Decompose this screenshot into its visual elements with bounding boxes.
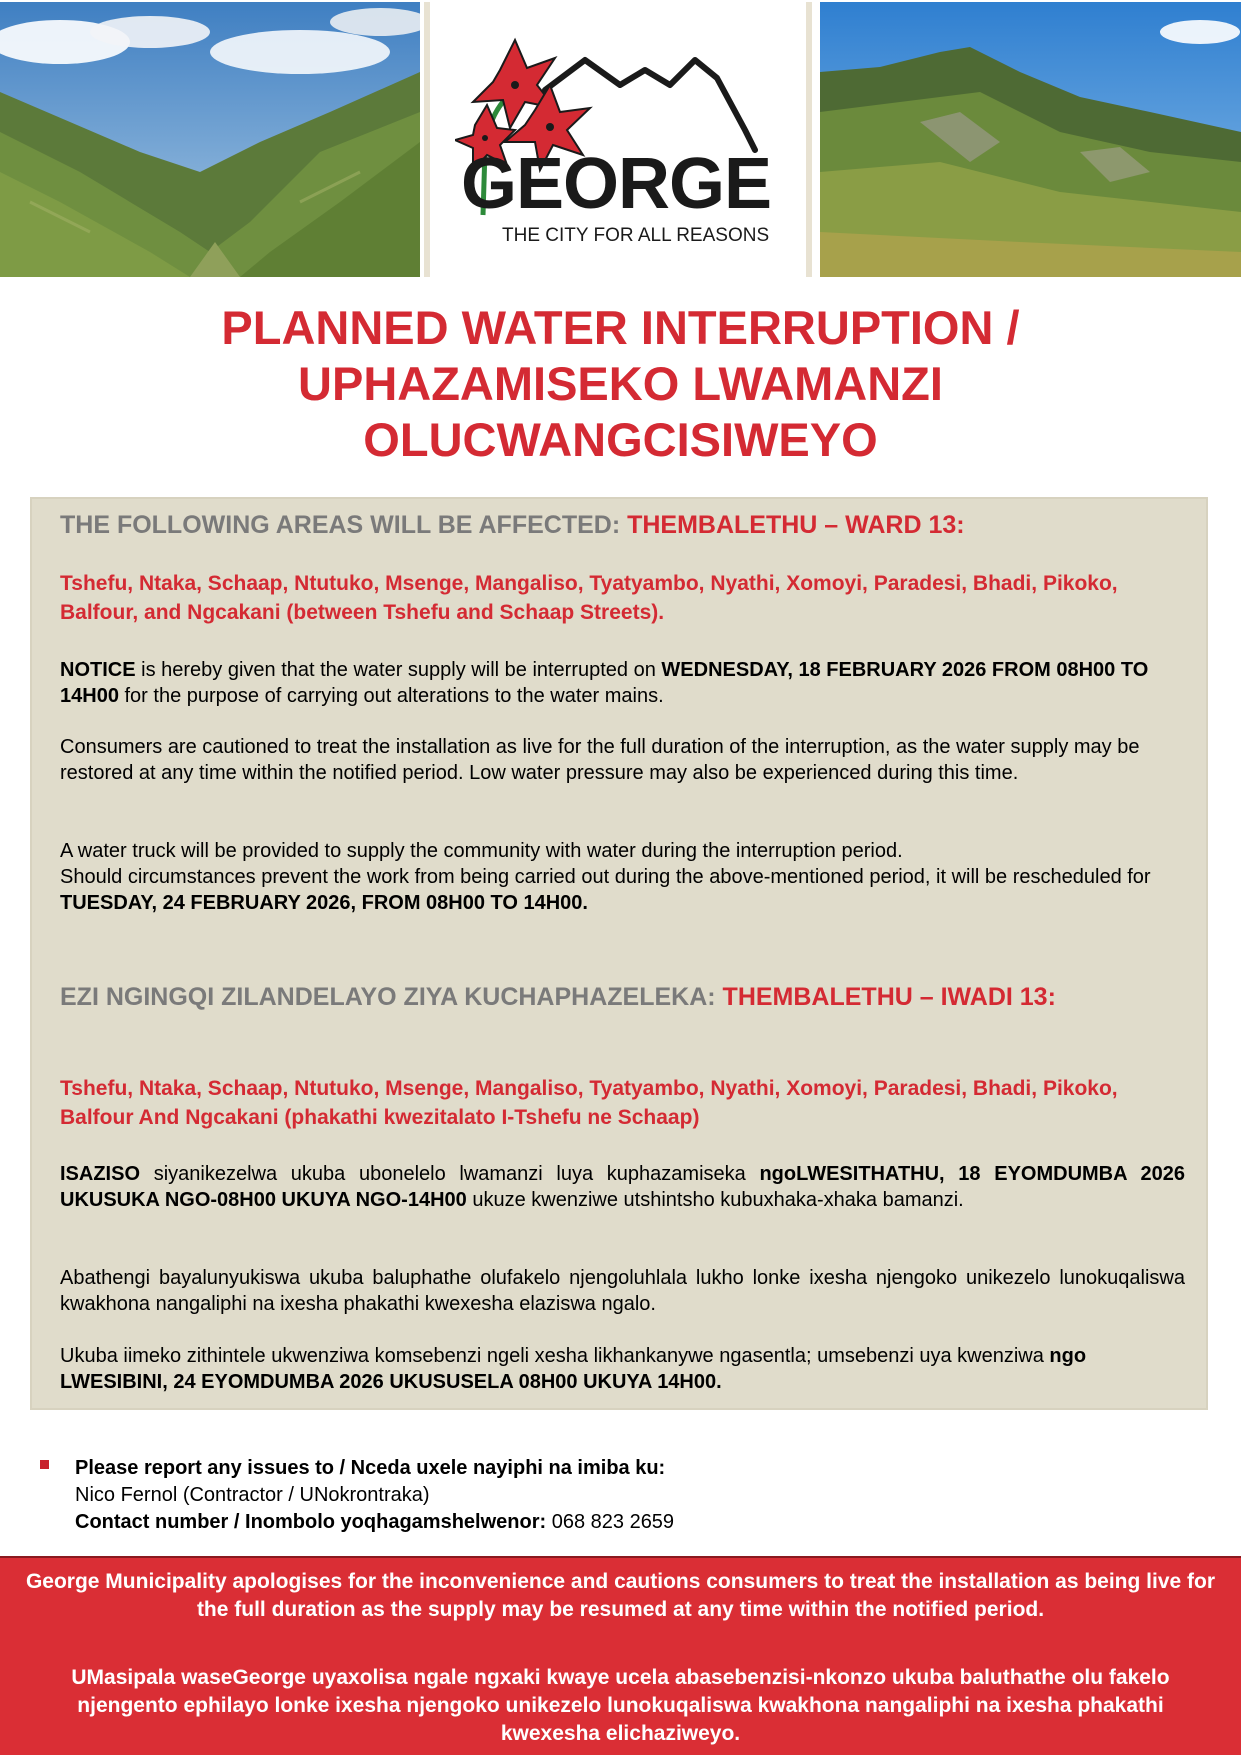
xhosa-reschedule-paragraph (60, 1343, 1185, 1395)
notice-date: WEDNESDAY, 18 FEBRUARY 2026 FROM 08H00 TO 14H00 (60, 659, 1149, 707)
logo-wordmark: GEORGE (461, 144, 772, 224)
header-divider-left (424, 2, 430, 277)
title-line-1: PLANNED WATER INTERRUPTION / (221, 301, 1020, 354)
xhosa-streets-list: Tshefu, Ntaka, Schaap, Ntutuko, Msenge, Mangaliso, Tyatyambo, Nyathi, Xomoyi, Paradesi, Bhadi, Pikoko, Balfour And Ngcakani (phakathi kwezitalato I-Tshefu ne Schaap) (60, 1077, 1118, 1129)
contact-number-label: Contact number / Inombolo yoqhagamshelwenor: (75, 1511, 547, 1533)
isaziso-date: ngoLWESITHATHU, 18 EYOMDUMBA 2026 UKUSUKA NGO-08H00 UKUYA NGO-14H00 (60, 1163, 1185, 1211)
footer-english: George Municipality apologises for the inconvenience and cautions consumers to treat the installation as being live for the full duration as the supply may be resumed at any time within the notified period. (25, 1570, 1216, 1621)
english-truck-paragraph: A water truck will be provided to supply the community with water during the interruption period. (60, 840, 903, 862)
english-notice-paragraph (60, 657, 1185, 709)
square-bullet-icon (40, 1460, 49, 1469)
xhosa-heading-prefix: EZI NGINGQI ZILANDELAYO ZIYA KUCHAPHAZELEKA: (60, 983, 723, 1011)
header-divider-right (806, 2, 812, 277)
george-logo (455, 30, 795, 250)
xhosa-affected-heading (60, 981, 1185, 1014)
xhosa-reschedule-date: ngo LWESIBINI, 24 EYOMDUMBA 2026 UKUSUSELA 08H00 UKUYA 14H00. (60, 1345, 1087, 1393)
report-label: Please report any issues to / Nceda uxele nayiphi na imiba ku: (75, 1457, 666, 1479)
notice-text-2: for the purpose of carrying out alterations to the water mains. (118, 685, 664, 707)
page-title (40, 300, 1201, 468)
isaziso-text-2: ukuze kwenziwe utshintsho kubuxhaka-xhaka bamanzi. (466, 1189, 964, 1211)
notice-label: NOTICE (60, 659, 136, 681)
mountain-valley-photo (0, 2, 420, 277)
xhosa-heading-ward: THEMBALETHU – IWADI 13: (722, 983, 1056, 1011)
english-caution-paragraph: Consumers are cautioned to treat the installation as live for the full duration of the interruption, as the water supply may be restored at any time within the notified period. Low water pressure may also be experienced during this time. (60, 736, 1140, 784)
apology-footer (0, 1556, 1241, 1755)
mountain-peak-photo (820, 2, 1241, 277)
contact-number-line (75, 1509, 1175, 1536)
reschedule-text: Should circumstances prevent the work from being carried out during the above-mentioned period, it will be rescheduled for (60, 866, 1151, 888)
title-line-3: OLUCWANGCISIWEYO (363, 413, 878, 466)
contact-person: Nico Fernol (Contractor / UNokrontraka) (75, 1484, 430, 1506)
logo-tagline: THE CITY FOR ALL REASONS (502, 225, 770, 246)
notice-text-1: is hereby given that the water supply will be interrupted on (135, 659, 662, 681)
reschedule-date: TUESDAY, 24 FEBRUARY 2026, FROM 08H00 TO 14H00. (60, 892, 588, 914)
english-streets-list: Tshefu, Ntaka, Schaap, Ntutuko, Msenge, Mangaliso, Tyatyambo, Nyathi, Xomoyi, Paradesi, Bhadi, Pikoko, Balfour, and Ngcakani (between Tshefu and Schaap Streets). (60, 572, 1118, 624)
title-line-2: UPHAZAMISEKO LWAMANZI (298, 357, 943, 410)
xhosa-notice-paragraph (60, 1161, 1185, 1213)
isaziso-label: ISAZISO (60, 1163, 141, 1185)
contact-number-value: 068 823 2659 (546, 1511, 675, 1533)
english-affected-heading (60, 509, 1185, 542)
xhosa-reschedule-text: Ukuba iimeko zithintele ukwenziwa komsebenzi ngeli xesha likhankanywe ngasentla; umsebenzi uya kwenziwa (60, 1345, 1050, 1367)
english-heading-prefix: THE FOLLOWING AREAS WILL BE AFFECTED: (60, 511, 628, 539)
notice-box (30, 497, 1208, 1410)
english-reschedule-paragraph (60, 864, 1185, 916)
footer-xhosa: UMasipala waseGeorge uyaxolisa ngale ngxaki kwaye ucela abasebenzisi-nkonzo ukuba baluthathe olu fakelo njengento ephilayo lonke ixesha njengoko unikezelo lunokuqaliswa kwakhona nangaliphi na ixesha phakathi kwexesha elichaziweyo. (71, 1666, 1170, 1745)
isaziso-text-1: siyanikezelwa ukuba ubonelelo lwamanzi luya kuphazamiseka (140, 1163, 760, 1185)
header-banner (0, 0, 1241, 278)
xhosa-caution-paragraph: Abathengi bayalunyukiswa ukuba baluphathe olufakelo njengoluhlala lukho lonke ixesha njengoko unikezelo lunokuqaliswa kwakhona nangaliphi na ixesha phakathi kwexesha elaziswa ngalo. (60, 1267, 1185, 1315)
english-heading-ward: THEMBALETHU – WARD 13: (627, 511, 965, 539)
